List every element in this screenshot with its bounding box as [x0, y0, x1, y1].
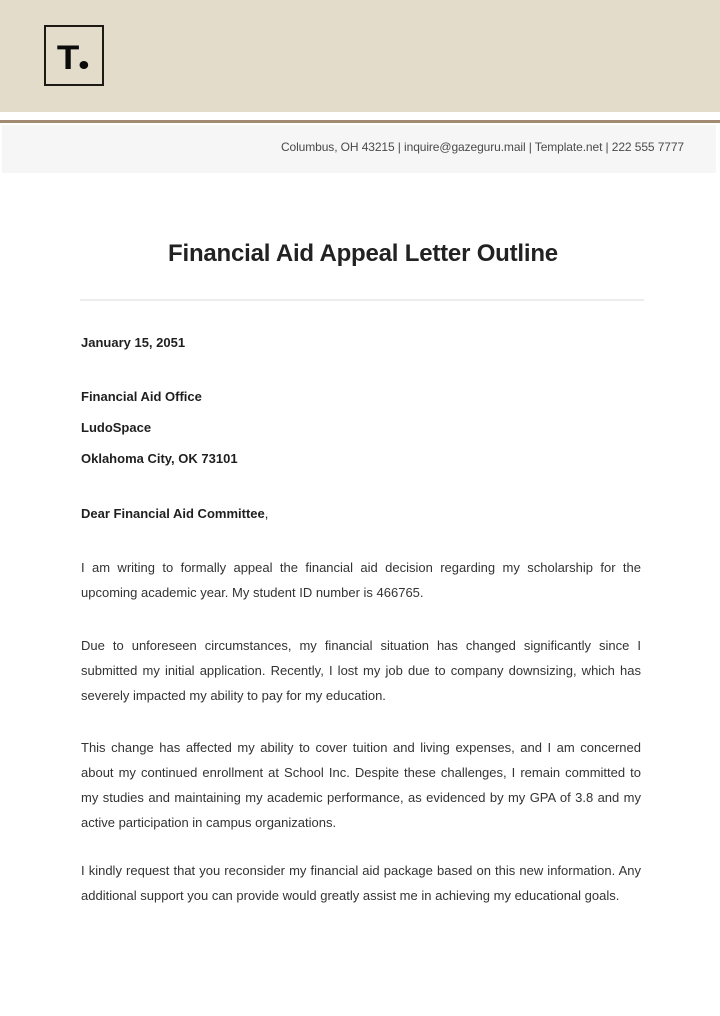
contact-info: Columbus, OH 43215 | inquire@gazeguru.mail | Template.net | 222 555 7777 [280, 140, 684, 154]
document-title: Financial Aid Appeal Letter Outline [168, 240, 558, 267]
recipient-address: Oklahoma City, OK 73101 [81, 451, 238, 466]
paragraph-intro: I am writing to formally appeal the financial aid decision regarding my scholarship for the upcoming academic year. My student ID number is 466765. [81, 560, 641, 600]
template-logo [44, 25, 104, 86]
accent-divider [0, 120, 720, 123]
letter-date: January 15, 2051 [81, 335, 186, 350]
salutation-text: Dear Financial Aid Committee [81, 506, 265, 521]
recipient-organization: LudoSpace [81, 420, 152, 435]
salutation-comma: , [264, 506, 269, 521]
title-divider [80, 299, 644, 301]
letterhead-band [0, 0, 720, 112]
template-logo-icon: T [56, 41, 87, 75]
contact-bar [2, 125, 716, 173]
paragraph-impact: This change has affected my ability to cover tuition and living expenses, and I am concerned about my continued enrollment at School Inc. Despite these challenges, I remain committed to my studies and maintaining my academic performance, as evidenced by my GPA of 3.8 and my active participation in campus organizations. [81, 740, 641, 830]
recipient-office: Financial Aid Office [81, 389, 202, 404]
paragraph-request: I kindly request that you reconsider my financial aid package based on this new information. Any additional support you can provide would greatly assist me in achieving my educational goals. [81, 863, 641, 903]
paragraph-circumstances: Due to unforeseen circumstances, my financial situation has changed significantly since I submitted my initial application. Recently, I lost my job due to company downsizing, which has severely impacted my ability to pay for my education. [81, 638, 641, 703]
salutation [81, 506, 268, 521]
